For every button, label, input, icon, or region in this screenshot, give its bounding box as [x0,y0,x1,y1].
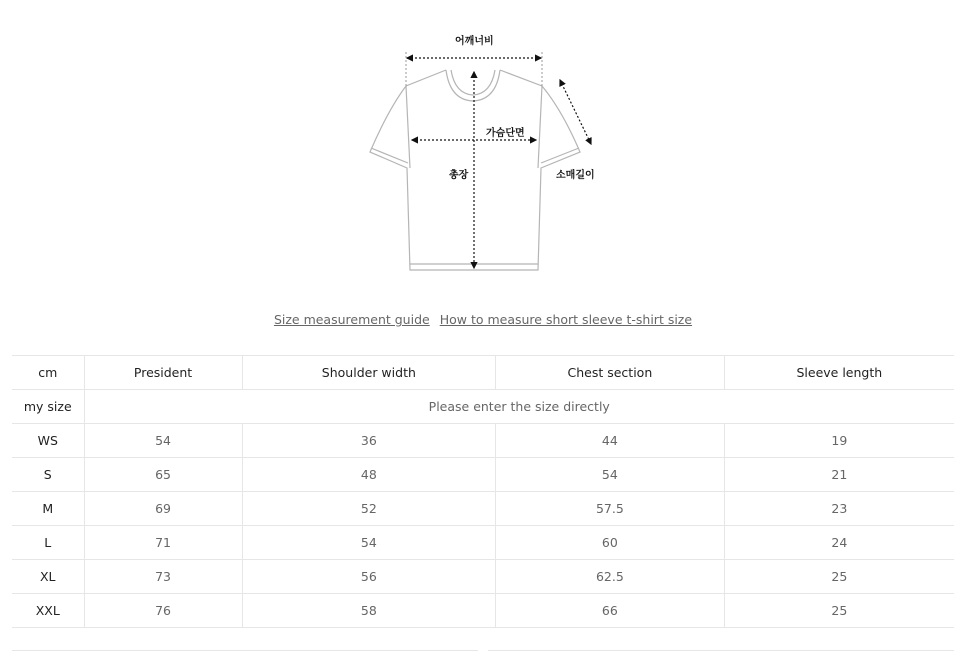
table-row [12,594,954,628]
table-cell: 65 [84,458,242,492]
table-row [12,424,954,458]
table-cell: 23 [724,492,954,526]
divider [12,650,478,651]
table-cell: 25 [724,594,954,628]
table-cell: 54 [84,424,242,458]
total-length-label: 총장 [449,170,469,181]
size-label: XXL [12,594,84,628]
table-cell: 57.5 [496,492,725,526]
table-cell: 24 [724,526,954,560]
tshirt-measurement-diagram [0,0,966,300]
table-cell: 52 [242,492,495,526]
table-cell: 69 [84,492,242,526]
table-cell: 25 [724,560,954,594]
size-label: L [12,526,84,560]
measurement-links [0,312,966,327]
table-cell: 71 [84,526,242,560]
table-header-row [12,356,954,390]
column-header-total-length: President [84,356,242,390]
size-table [12,355,954,628]
table-cell: 48 [242,458,495,492]
unit-header: cm [12,356,84,390]
table-cell: 44 [496,424,725,458]
table-cell: 66 [496,594,725,628]
size-measurement-guide-link[interactable]: Size measurement guide [273,312,430,327]
my-size-label: my size [12,390,84,424]
table-cell: 54 [242,526,495,560]
size-label: M [12,492,84,526]
size-label: WS [12,424,84,458]
table-cell: 62.5 [496,560,725,594]
table-cell: 58 [242,594,495,628]
divider [488,650,954,651]
size-label: S [12,458,84,492]
my-size-input[interactable]: Please enter the size directly [84,390,954,424]
shoulder-width-label: 어깨너비 [455,36,494,47]
table-row [12,458,954,492]
size-label: XL [12,560,84,594]
table-cell: 19 [724,424,954,458]
my-size-row[interactable] [12,390,954,424]
table-cell: 76 [84,594,242,628]
column-header-shoulder-width: Shoulder width [242,356,495,390]
sleeve-length-label: 소매길이 [556,170,595,181]
table-row [12,526,954,560]
table-cell: 21 [724,458,954,492]
table-cell: 60 [496,526,725,560]
table-cell: 73 [84,560,242,594]
column-header-sleeve-length: Sleeve length [724,356,954,390]
column-header-chest-section: Chest section [496,356,725,390]
chest-section-label: 가슴단면 [486,128,525,139]
table-cell: 56 [242,560,495,594]
table-cell: 54 [496,458,725,492]
table-row [12,560,954,594]
how-to-measure-link[interactable]: How to measure short sleeve t-shirt size [439,312,693,327]
table-row [12,492,954,526]
table-cell: 36 [242,424,495,458]
